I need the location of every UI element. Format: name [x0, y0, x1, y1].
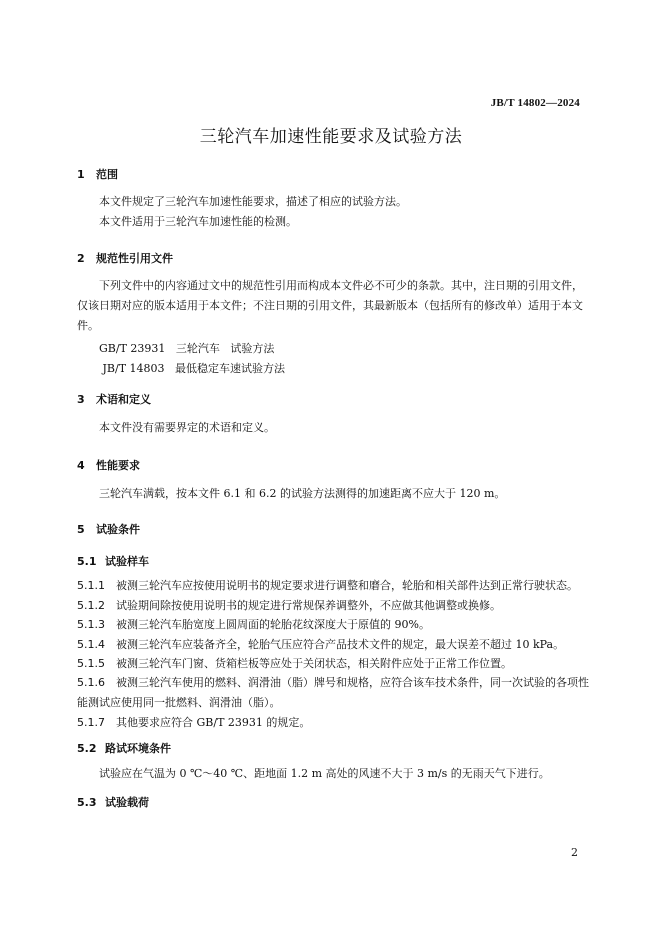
clause-5-1-1 [77, 576, 589, 596]
document-code: JB/T 14802—2024 [490, 97, 580, 109]
section-title: 试验条件 [96, 523, 140, 536]
section-1-paragraph-1: 本文件规定了三轮汽车加速性能要求，描述了相应的试验方法。 [99, 195, 407, 208]
section-3-paragraph: 本文件没有需要界定的术语和定义。 [99, 421, 275, 434]
clause-text: 其他要求应符合 GB/T 23931 的规定。 [116, 716, 311, 729]
section-5-1-heading [77, 553, 149, 569]
clause-text: 被测三轮汽车应按使用说明书的规定要求进行调整和磨合，轮胎和相关部件达到正常行驶状态。 [116, 579, 578, 592]
clause-5-1-2 [77, 596, 589, 616]
clause-5-1-3 [77, 615, 589, 635]
subsection-title: 路试环境条件 [105, 742, 171, 755]
clause-number: 5.1.3 [77, 618, 105, 631]
clause-5-1-7 [77, 713, 589, 733]
subsection-number: 5.2 [77, 742, 97, 755]
section-number: 2 [77, 252, 85, 265]
section-title: 性能要求 [96, 459, 140, 472]
section-3-heading [77, 391, 151, 407]
section-number: 1 [77, 168, 85, 181]
section-number: 5 [77, 523, 85, 536]
section-number: 3 [77, 393, 85, 406]
section-5-2-heading [77, 740, 171, 756]
clause-number: 5.1.5 [77, 657, 105, 670]
clause-number: 5.1.2 [77, 599, 105, 612]
section-title: 范围 [96, 168, 118, 181]
clause-5-1-5 [77, 654, 589, 674]
section-4-heading [77, 457, 140, 473]
section-2-heading [77, 250, 173, 266]
section-2-paragraph: 下列文件中的内容通过文中的规范性引用而构成本文件必不可少的条款。其中，注日期的引用文件，仅该日期对应的版本适用于本文件；不注日期的引用文件，其最新版本（包括所有的修改单）适用于本文件。 [77, 279, 583, 332]
section-4-paragraph: 三轮汽车满载，按本文件 6.1 和 6.2 的试验方法测得的加速距离不应大于 120 m。 [99, 487, 506, 500]
section-5-3-heading [77, 794, 149, 810]
clause-text: 试验期间除按使用说明书的规定进行常规保养调整外，不应做其他调整或换修。 [116, 599, 501, 612]
clause-number: 5.1.4 [77, 638, 105, 651]
section-5-heading [77, 521, 140, 537]
clause-number: 5.1.1 [77, 579, 105, 592]
subsection-number: 5.1 [77, 555, 97, 568]
normative-reference-2: JB/T 14803 最低稳定车速试验方法 [99, 362, 286, 375]
page-number: 2 [571, 846, 578, 859]
subsection-title: 试验样车 [105, 555, 149, 568]
clause-5-1-4 [77, 635, 589, 655]
clause-text: 被测三轮汽车门窗、货箱栏板等应处于关闭状态，相关附件应处于正常工作位置。 [116, 657, 512, 670]
section-title: 术语和定义 [96, 393, 151, 406]
document-title: 三轮汽车加速性能要求及试验方法 [199, 127, 463, 147]
clause-5-1-6 [77, 673, 589, 713]
section-number: 4 [77, 459, 85, 472]
clause-text: 被测三轮汽车应装备齐全，轮胎气压应符合产品技术文件的规定，最大误差不超过 10 kPa。 [116, 638, 565, 651]
clause-text: 被测三轮汽车使用的燃料、润滑油（脂）牌号和规格，应符合该车技术条件，同一次试验的各项性能测试应使用同一批燃料、润滑油（脂）。 [77, 676, 589, 709]
section-1-paragraph-2: 本文件适用于三轮汽车加速性能的检测。 [99, 215, 297, 228]
clause-number: 5.1.6 [77, 676, 105, 689]
clause-number: 5.1.7 [77, 716, 105, 729]
section-1-heading [77, 166, 118, 182]
subsection-title: 试验载荷 [105, 796, 149, 809]
section-title: 规范性引用文件 [96, 252, 173, 265]
section-5-2-paragraph: 试验应在气温为 0 ℃～40 ℃、距地面 1.2 m 高处的风速不大于 3 m/s 的无雨天气下进行。 [99, 767, 550, 780]
normative-reference-1: GB/T 23931 三轮汽车 试验方法 [99, 342, 275, 355]
clause-text: 被测三轮汽车胎宽度上圆周面的轮胎花纹深度大于原值的 90%。 [116, 618, 430, 631]
subsection-number: 5.3 [77, 796, 97, 809]
